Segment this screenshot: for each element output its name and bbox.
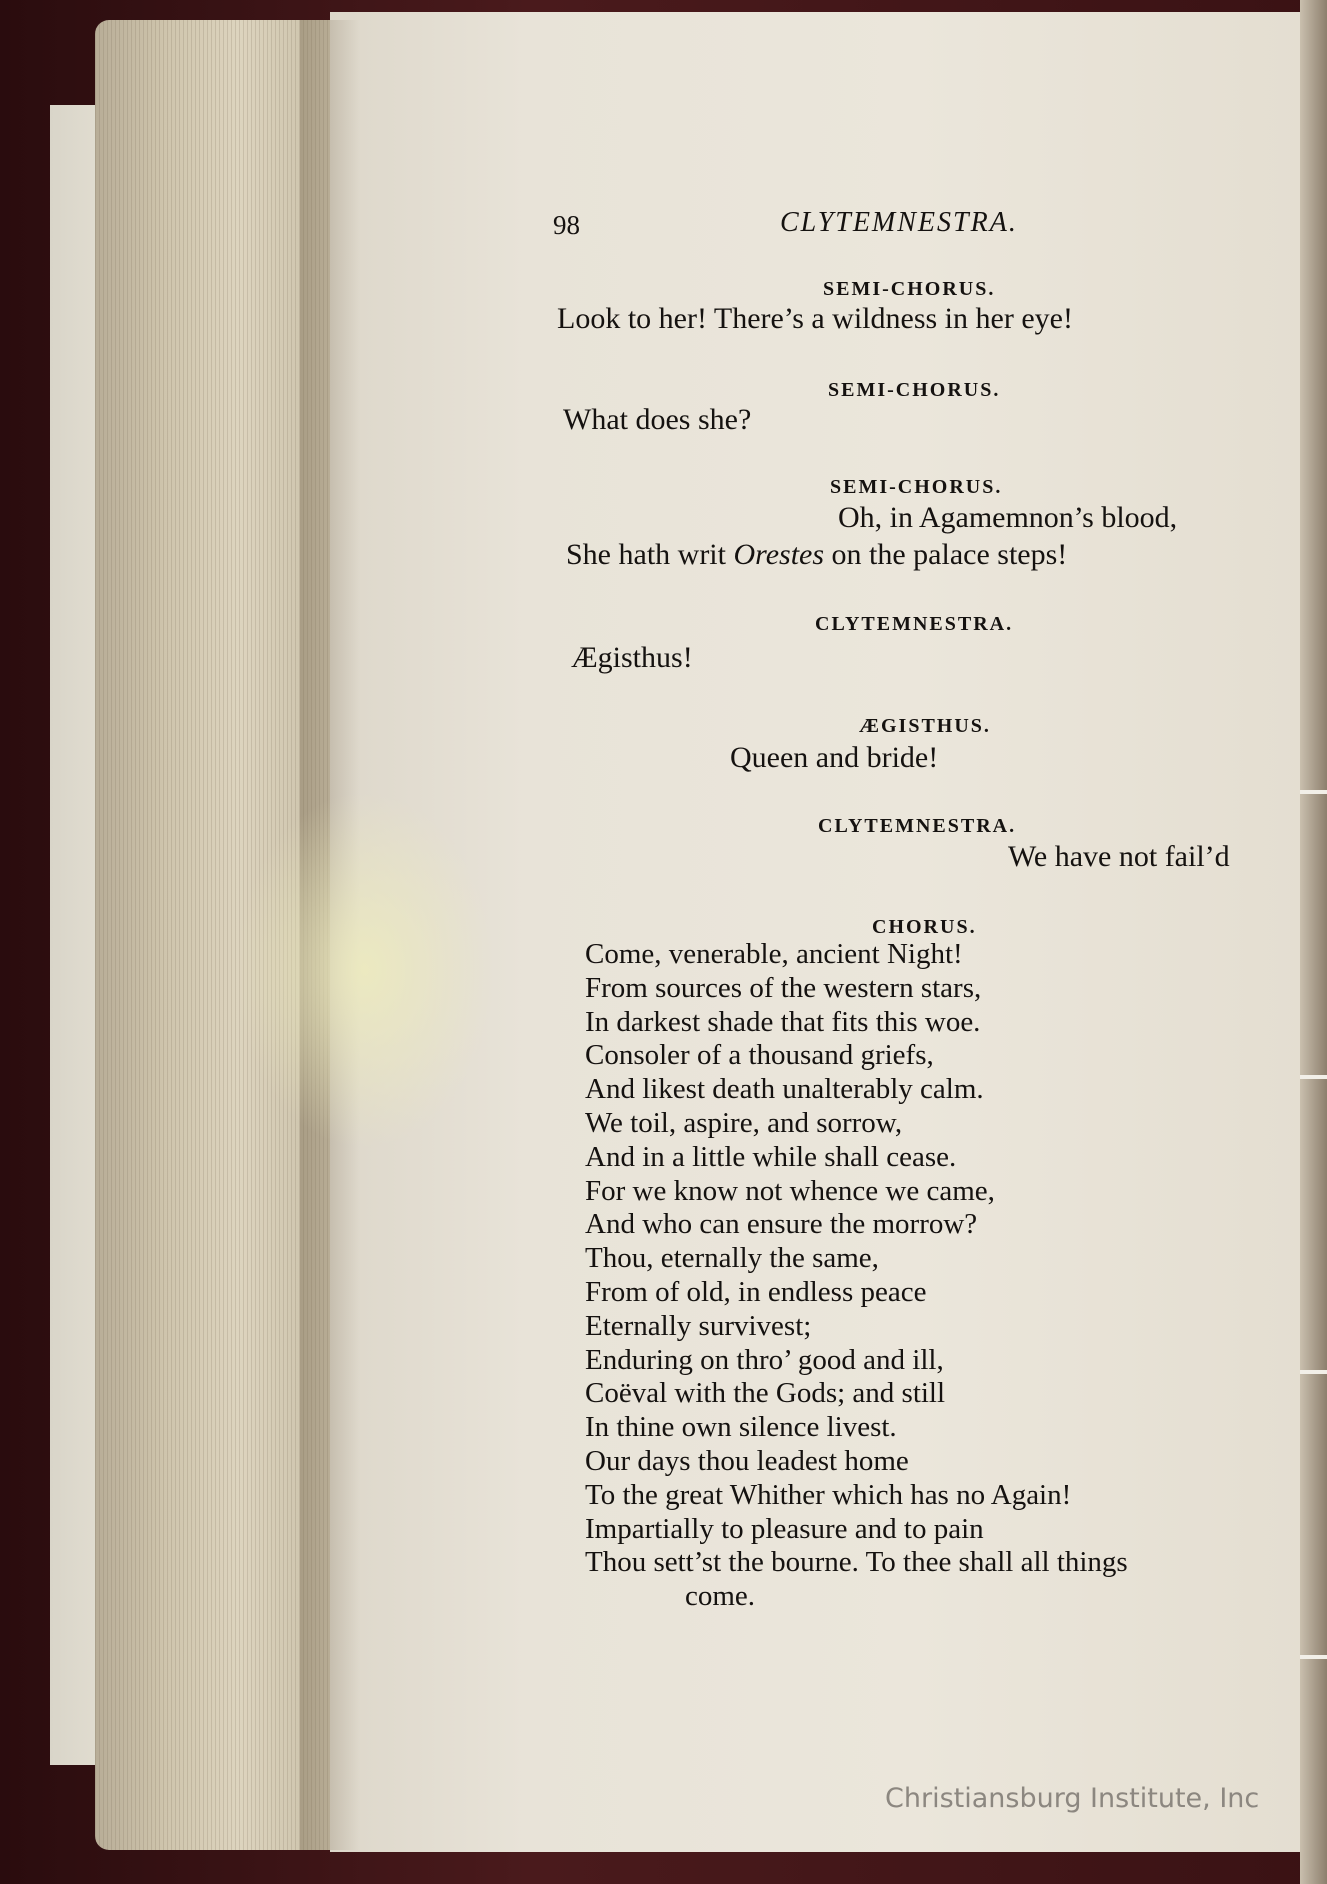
verse-line: To the great Whither which has no Again! [585,1478,1072,1511]
running-title: CLYTEMNESTRA. [780,207,1018,238]
dialogue-line: She hath writ Orestes on the palace steps! [566,538,1068,571]
verse-line: Coëval with the Gods; and still [585,1377,946,1410]
speaker-label: SEMI-CHORUS. [830,476,1003,498]
verse-line: For we know not whence we came, [585,1174,995,1207]
page-number: 98 [553,210,580,240]
light-glare [235,790,495,1150]
speaker-label: CLYTEMNESTRA. [815,613,1014,635]
play-title-italic: Orestes [733,538,825,571]
dialogue-line: Ægisthus! [571,641,693,674]
verse-line: Thou sett’st the bourne. To thee shall all things [585,1546,1128,1579]
verse-line: From of old, in endless peace [585,1275,927,1308]
dialogue-line: Look to her! There’s a wildness in her eye! [557,302,1073,335]
dialogue-line: Queen and bride! [730,741,939,774]
verse-line: Consoler of a thousand griefs, [585,1039,934,1072]
chorus-verse [585,938,1128,1614]
verse-line: And who can ensure the morrow? [585,1208,978,1241]
dialogue-line: Oh, in Agamemnon’s blood, [838,501,1178,534]
binding-edge [1300,0,1327,1884]
watermark: Christiansburg Institute, Inc [885,1783,1260,1814]
verse-line: Impartially to pleasure and to pain [585,1512,984,1545]
dialogue-line: What does she? [563,403,752,436]
verse-line: From sources of the western stars, [585,971,982,1004]
verse-line-continuation: come. [685,1580,756,1613]
speaker-label: ÆGISTHUS. [859,715,991,737]
binding-thread [1300,1075,1327,1079]
binding-thread [1300,1370,1327,1374]
verse-line: Our days thou leadest home [585,1444,909,1477]
binding-thread [1300,1655,1327,1659]
verse-line: And likest death unalterably calm. [585,1073,984,1106]
speaker-label: SEMI-CHORUS. [828,379,1001,401]
verse-line: Come, venerable, ancient Night! [585,938,963,970]
verse-line: Thou, eternally the same, [585,1242,879,1275]
verse-line: Enduring on thro’ good and ill, [585,1343,944,1376]
verse-line: In darkest shade that fits this woe. [585,1005,981,1038]
speaker-label: CLYTEMNESTRA. [818,815,1017,837]
binding-thread [1300,790,1327,794]
verse-line: In thine own silence livest. [585,1411,897,1444]
verse-line: Eternally survivest; [585,1309,812,1342]
dialogue-line: We have not fail’d [1008,840,1230,873]
verse-line: We toil, aspire, and sorrow, [585,1106,903,1139]
speaker-label: SEMI-CHORUS. [823,278,996,300]
verse-line: And in a little while shall cease. [585,1140,957,1173]
speaker-label: CHORUS. [872,916,977,938]
